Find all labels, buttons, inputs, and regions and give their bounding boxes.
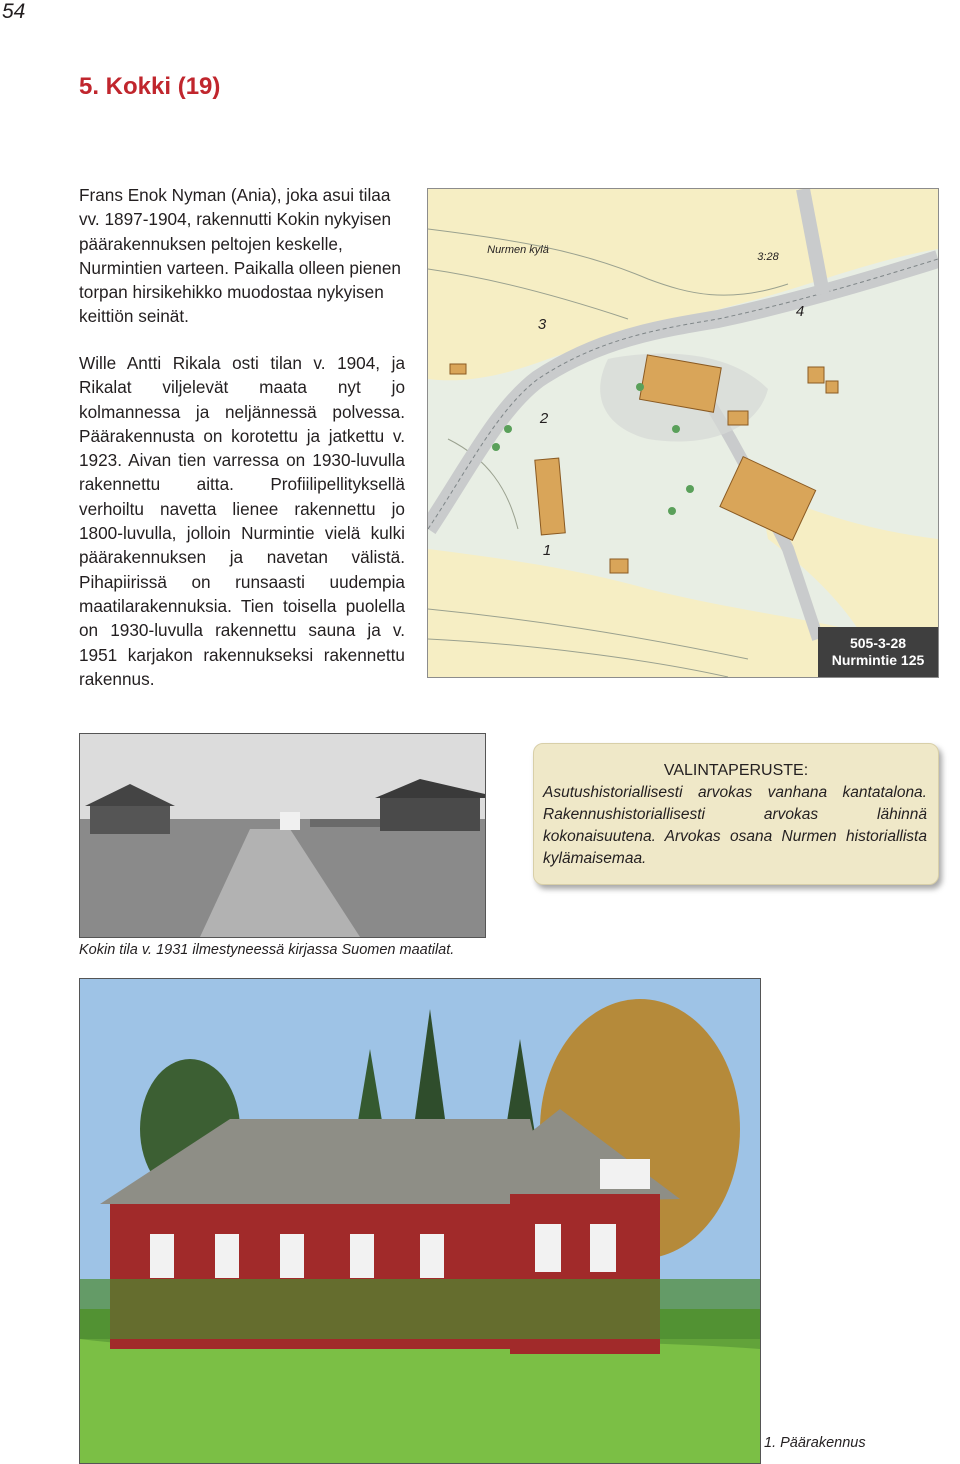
map-building-small-e	[610, 559, 628, 573]
map-drawing	[428, 189, 938, 677]
map-marker-1: 1	[542, 542, 552, 559]
map-building-1	[535, 458, 565, 535]
historical-photo-caption: Kokin tila v. 1931 ilmestyneessä kirjassa Suomen maatilat.	[79, 942, 455, 958]
historical-photo	[79, 733, 486, 938]
main-building-photo	[79, 978, 761, 1464]
map-marker-4: 4	[795, 303, 805, 320]
map-building-small-a	[808, 367, 824, 383]
criteria-text: Asutushistoriallisesti arvokas vanhana kantatalona. Rakennushistoriallisesti arvokas lähinnä kokonaisuutena. Arvokas osana Nurmen historiallista kylämaisemaa.	[543, 784, 927, 867]
map-building-small-c	[728, 411, 748, 425]
map-handwritten-code: 3:28	[757, 251, 779, 263]
map-building-small-d	[450, 364, 466, 374]
selection-criteria-box	[533, 743, 939, 885]
property-id-badge	[818, 627, 938, 677]
site-map	[427, 188, 939, 678]
map-building-small-b	[826, 381, 838, 393]
page-number: 54	[2, 0, 26, 23]
map-handwritten-village: Nurmen kylä	[487, 244, 549, 256]
property-id: 505-3-28	[849, 635, 907, 651]
page-heading: 5. Kokki (19)	[79, 73, 221, 100]
criteria-title: VALINTAPERUSTE:	[663, 762, 809, 779]
map-marker-3: 3	[537, 316, 547, 333]
map-marker-2: 2	[539, 410, 549, 427]
intro-paragraph: Frans Enok Nyman (Ania), joka asui tilaa vv. 1897-1904, rakennutti Kokin nykyisen päärakennuksen peltojen keskelle, Nurmintien varteen. Paikalla olleen pienen torpan hirsikehikko muodostaa nykyisen keittiön seinät.	[79, 185, 401, 327]
property-address: Nurmintie 125	[831, 652, 925, 668]
main-building-caption: 1. Päärakennus	[764, 1435, 866, 1451]
history-paragraph: Wille Antti Rikala osti tilan v. 1904, ja Rikalat viljelevät maata nyt jo kolmannessa ja neljännessä polvessa. Päärakennusta on korotettu ja jatkettu v. 1923. Aivan tien varressa on 1930-luvulla rakennettu aitta. Profiilipellityksellä verhoiltu navetta lienee rakennettu jo 1800-luvulla, jolloin Nurmintie vielä kulki päärakennuksen ja navetan välistä. Pihapiirissä on runsaasti uudempia maatilarakennuksia. Tien toisella puolella on 1930-luvulla rakennettu sauna ja v. 1951 karjakon rakennukseksi rakennettu rakennus.	[79, 353, 405, 689]
map-field-bottom	[428, 549, 848, 677]
